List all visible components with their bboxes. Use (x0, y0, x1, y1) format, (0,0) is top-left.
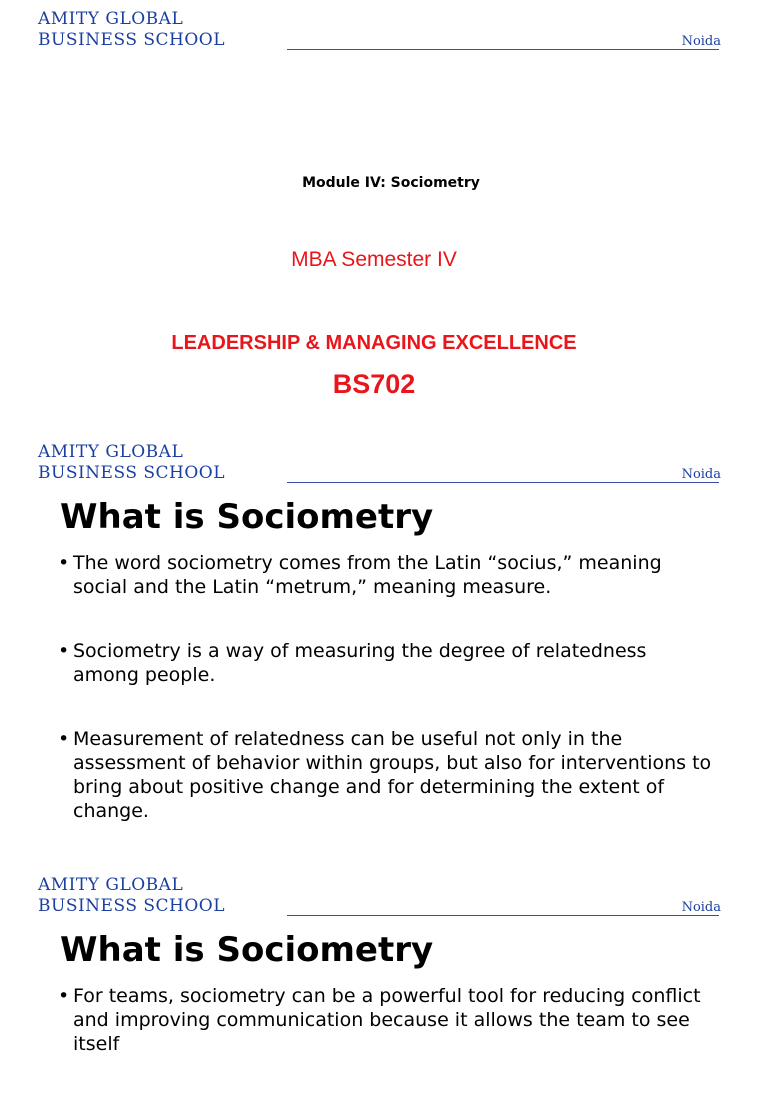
bullet-list (58, 551, 718, 863)
bullet-item (58, 984, 718, 1056)
bullet-text: • For teams, sociometry can be a powerful tool for reducing conflict and improving communication because it allows the team to see itself (73, 985, 701, 1055)
course-name: LEADERSHIP & MANAGING EXCELLENCE (171, 332, 577, 354)
slide-heading: What is Sociometry (60, 930, 434, 970)
semester-label: MBA Semester IV (291, 248, 457, 271)
bullet-item (58, 639, 718, 687)
slide-header (38, 442, 721, 486)
slide-header (38, 875, 721, 919)
bullet-item (58, 727, 718, 823)
slide-what-is-sociometry-2 (0, 866, 768, 1055)
location-label: Noida (681, 34, 721, 49)
slide-header (38, 9, 721, 53)
slide-title (0, 0, 768, 433)
header-rule (287, 482, 719, 483)
logo-line-2: BUSINESS SCHOOL (38, 30, 226, 50)
logo-line-1: AMITY GLOBAL (38, 442, 184, 462)
location-label: Noida (681, 467, 721, 482)
bullet-text: • Measurement of relatedness can be useful not only in the assessment of behavior within groups, but also for interventions to bring about positive change and for determining the extent of change. (73, 728, 712, 822)
bullet-text: • The word sociometry comes from the Latin “socius,” meaning social and the Latin “metrum,” meaning measure. (73, 552, 662, 598)
header-rule (287, 49, 719, 50)
bullet-item (58, 551, 718, 599)
header-rule (287, 915, 719, 916)
logo-line-1: AMITY GLOBAL (38, 875, 184, 895)
slide-heading: What is Sociometry (60, 497, 434, 537)
bullet-list (58, 984, 718, 1096)
logo-line-2: BUSINESS SCHOOL (38, 463, 226, 483)
logo-line-2: BUSINESS SCHOOL (38, 896, 226, 916)
bullet-text: • Sociometry is a way of measuring the degree of relatedness among people. (73, 640, 647, 686)
logo-line-1: AMITY GLOBAL (38, 9, 184, 29)
slide-what-is-sociometry-1 (0, 433, 768, 866)
course-code: BS702 (332, 369, 416, 399)
location-label: Noida (681, 900, 721, 915)
module-title: Module IV: Sociometry (302, 175, 480, 191)
